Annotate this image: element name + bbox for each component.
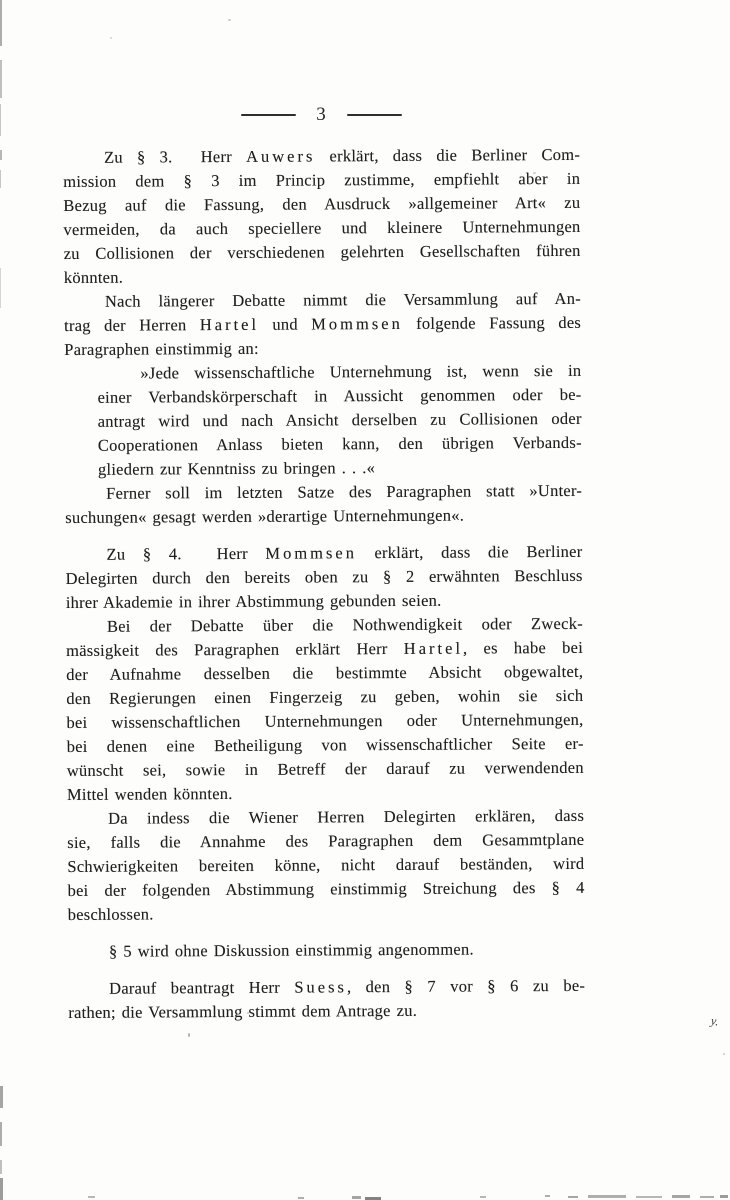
text-line [67, 804, 584, 831]
text-segment: und [259, 314, 312, 334]
scan-edge-artifact [0, 170, 1, 188]
text-line [63, 143, 580, 170]
text-segment: mission dem § 3 im Princip zustimme, empfiehlt aber in [63, 168, 581, 191]
text-line [64, 287, 581, 314]
text-segment: bei wissenschaftlichen Unternehmungen oder Unternehmungen, [66, 709, 584, 732]
text-segment: den Regierungen einen Fingerzeig zu geben, wohin sie sich [66, 685, 584, 708]
scan-speckle [352, 1196, 361, 1199]
text-line [65, 540, 582, 567]
text-line [67, 852, 584, 879]
text-segment: suchungen« gesagt werden »derartige Unternehmungen«. [65, 505, 465, 527]
text-line [63, 215, 580, 242]
scan-speckle [298, 1197, 304, 1199]
person-name: Mommsen [265, 543, 358, 563]
text-segment: der Aufnahme desselben die bestimmte Absicht obgewaltet, [66, 661, 584, 684]
paragraph-debatte-nothwendigkeit [66, 612, 584, 807]
text-segment: gliedern zur Kenntniss zu bringen . . .« [97, 458, 376, 479]
text-line [68, 937, 585, 964]
person-name: Mommsen [311, 313, 403, 334]
scan-speckle [247, 1012, 249, 1014]
page-number: 3 [316, 104, 327, 125]
scan-speckle [88, 1196, 95, 1198]
text-segment: , es habe bei [462, 637, 584, 658]
text-segment: Delegirten durch den bereits oben zu § 2 erwähnten Beschluss [65, 565, 583, 588]
scan-speckle [110, 37, 112, 39]
text-segment: Bei der Debatte über die Nothwendigkeit oder Zweck- [106, 613, 583, 636]
scan-edge-artifact [0, 60, 2, 98]
text-line [63, 191, 580, 218]
scan-edge-artifact [0, 150, 2, 160]
header-rule-right [347, 114, 402, 116]
text-segment: mässigkeit des Paragraphen erklärt Herr [66, 638, 404, 660]
person-name: Auwers [245, 146, 316, 166]
text-line [66, 564, 583, 591]
text-segment: erklärt, dass die Berliner Com- [315, 144, 581, 166]
person-name: Hartel [403, 638, 464, 658]
text-line [66, 660, 583, 687]
scan-edge-artifact [0, 1160, 2, 1174]
paragraph-zu-par-4 [65, 540, 582, 615]
text-segment: , den § 7 vor § 6 zu be- [346, 975, 586, 997]
paragraph-par-5 [68, 937, 585, 964]
text-line [63, 167, 580, 194]
text-segment: einer Verbandskörperschaft in Aussicht genommen oder be- [97, 384, 582, 407]
text-line [66, 708, 583, 735]
text-segment: erklärt, dass die Berliner [356, 541, 583, 563]
text-line [65, 503, 582, 530]
scan-speckle [228, 19, 231, 21]
text-line [98, 407, 582, 434]
text-line [66, 636, 583, 663]
text-segment: Da indess die Wiener Herren Delegirten erklären, dass [108, 805, 585, 828]
scan-speckle [588, 1195, 626, 1198]
text-segment: Darauf beantragt Herr [109, 977, 295, 998]
text-line [68, 900, 585, 927]
scan-speckle [672, 1195, 690, 1198]
paragraph-zu-par-3 [63, 143, 581, 290]
scan-edge-artifact [0, 268, 1, 308]
text-segment: zu Collisionen der verschiedenen gelehrten Gesellschaften führen [63, 240, 581, 263]
margin-annotation: y. [710, 1013, 720, 1029]
text-segment: antragt wird und nach Ansicht derselben zu Collisionen oder [97, 408, 582, 431]
scan-speckle [545, 1195, 550, 1197]
text-line [98, 455, 582, 482]
scan-speckle [723, 1053, 725, 1055]
text-segment: Paragraphen einstimmig an: [64, 338, 259, 359]
text-line [97, 383, 581, 410]
text-segment: bei denen eine Betheiligung von wissenschaftlicher Seite er- [66, 733, 584, 756]
text-line [68, 998, 585, 1025]
scan-edge-artifact [0, 1178, 3, 1200]
paragraph-ferner [65, 479, 582, 530]
text-block [63, 143, 585, 1025]
text-segment: Zu § 3. Herr [104, 146, 247, 167]
blockquote-fassung [64, 359, 582, 482]
paragraph-nach-debatte [64, 287, 581, 362]
text-line [67, 732, 584, 759]
text-line [67, 828, 584, 855]
scan-edge-artifact [0, 0, 2, 46]
text-segment: folgende Fassung des [402, 312, 582, 333]
page-header [63, 104, 580, 126]
scan-speckle [480, 1196, 486, 1198]
text-segment: »Jede wissenschaftliche Unternehmung ist, wenn sie in [140, 360, 582, 383]
scan-edge-artifact [0, 104, 1, 136]
paragraph-suess-antrag [68, 974, 585, 1025]
scan-edge-artifact [0, 1086, 3, 1108]
text-segment: könnten. [63, 267, 124, 287]
text-line [64, 335, 581, 362]
text-line [65, 479, 582, 506]
text-line [66, 684, 583, 711]
text-segment: rathen; die Versammlung stimmt dem Antrage zu. [68, 1000, 418, 1022]
scan-speckle [720, 1195, 728, 1198]
person-name: Hartel [199, 314, 260, 335]
text-segment: Nach längerer Debatte nimmt die Versammlung auf An- [104, 288, 581, 311]
paragraph-wiener-delegirte [67, 804, 585, 927]
text-segment: Mittel wenden könnten. [66, 783, 233, 804]
text-line [66, 588, 583, 615]
text-line [98, 431, 582, 458]
text-line [64, 239, 581, 266]
text-line [68, 974, 585, 1001]
text-line [64, 311, 581, 338]
text-segment: § 5 wird ohne Diskussion einstimmig angenommen. [108, 939, 474, 961]
text-line [66, 612, 583, 639]
scan-speckle [188, 1033, 190, 1037]
person-name: Suess [294, 977, 347, 997]
text-segment: beschlossen. [67, 904, 154, 924]
text-line [67, 756, 584, 783]
text-segment: Ferner soll im letzten Satze des Paragraphen statt »Unter- [106, 480, 583, 503]
scan-edge-artifact [0, 1122, 2, 1146]
text-line [67, 780, 584, 807]
scan-speckle [533, 172, 536, 174]
text-segment: bei der folgenden Abstimmung einstimmig Streichung des § 4 [67, 877, 585, 900]
text-segment: trag der Herren [64, 315, 200, 335]
header-rule-left [241, 114, 296, 116]
text-segment: wünscht sei, sowie in Betreff der darauf zu verwendenden [66, 757, 584, 780]
scan-speckle [636, 1196, 662, 1198]
scan-speckle [700, 1196, 714, 1198]
text-segment: sie, falls die Annahme des Paragraphen dem Gesammtplane [67, 829, 585, 852]
text-segment: Bezug auf die Fassung, den Ausdruck »allgemeiner Art« zu [63, 192, 581, 215]
text-segment: Zu § 4. Herr [106, 543, 266, 564]
scan-speckle [568, 1196, 578, 1198]
text-line [64, 263, 581, 290]
text-segment: ihrer Akademie in ihrer Abstimmung gebunden seien. [65, 590, 442, 612]
text-line [97, 359, 581, 386]
text-line [67, 876, 584, 903]
text-segment: Schwierigkeiten bereiten könne, nicht darauf beständen, wird [67, 853, 585, 876]
text-segment: vermeiden, da auch speciellere und kleinere Unternehmungen [63, 216, 581, 239]
text-segment: Cooperationen Anlass bieten kann, den übrigen Verbands- [97, 432, 582, 455]
